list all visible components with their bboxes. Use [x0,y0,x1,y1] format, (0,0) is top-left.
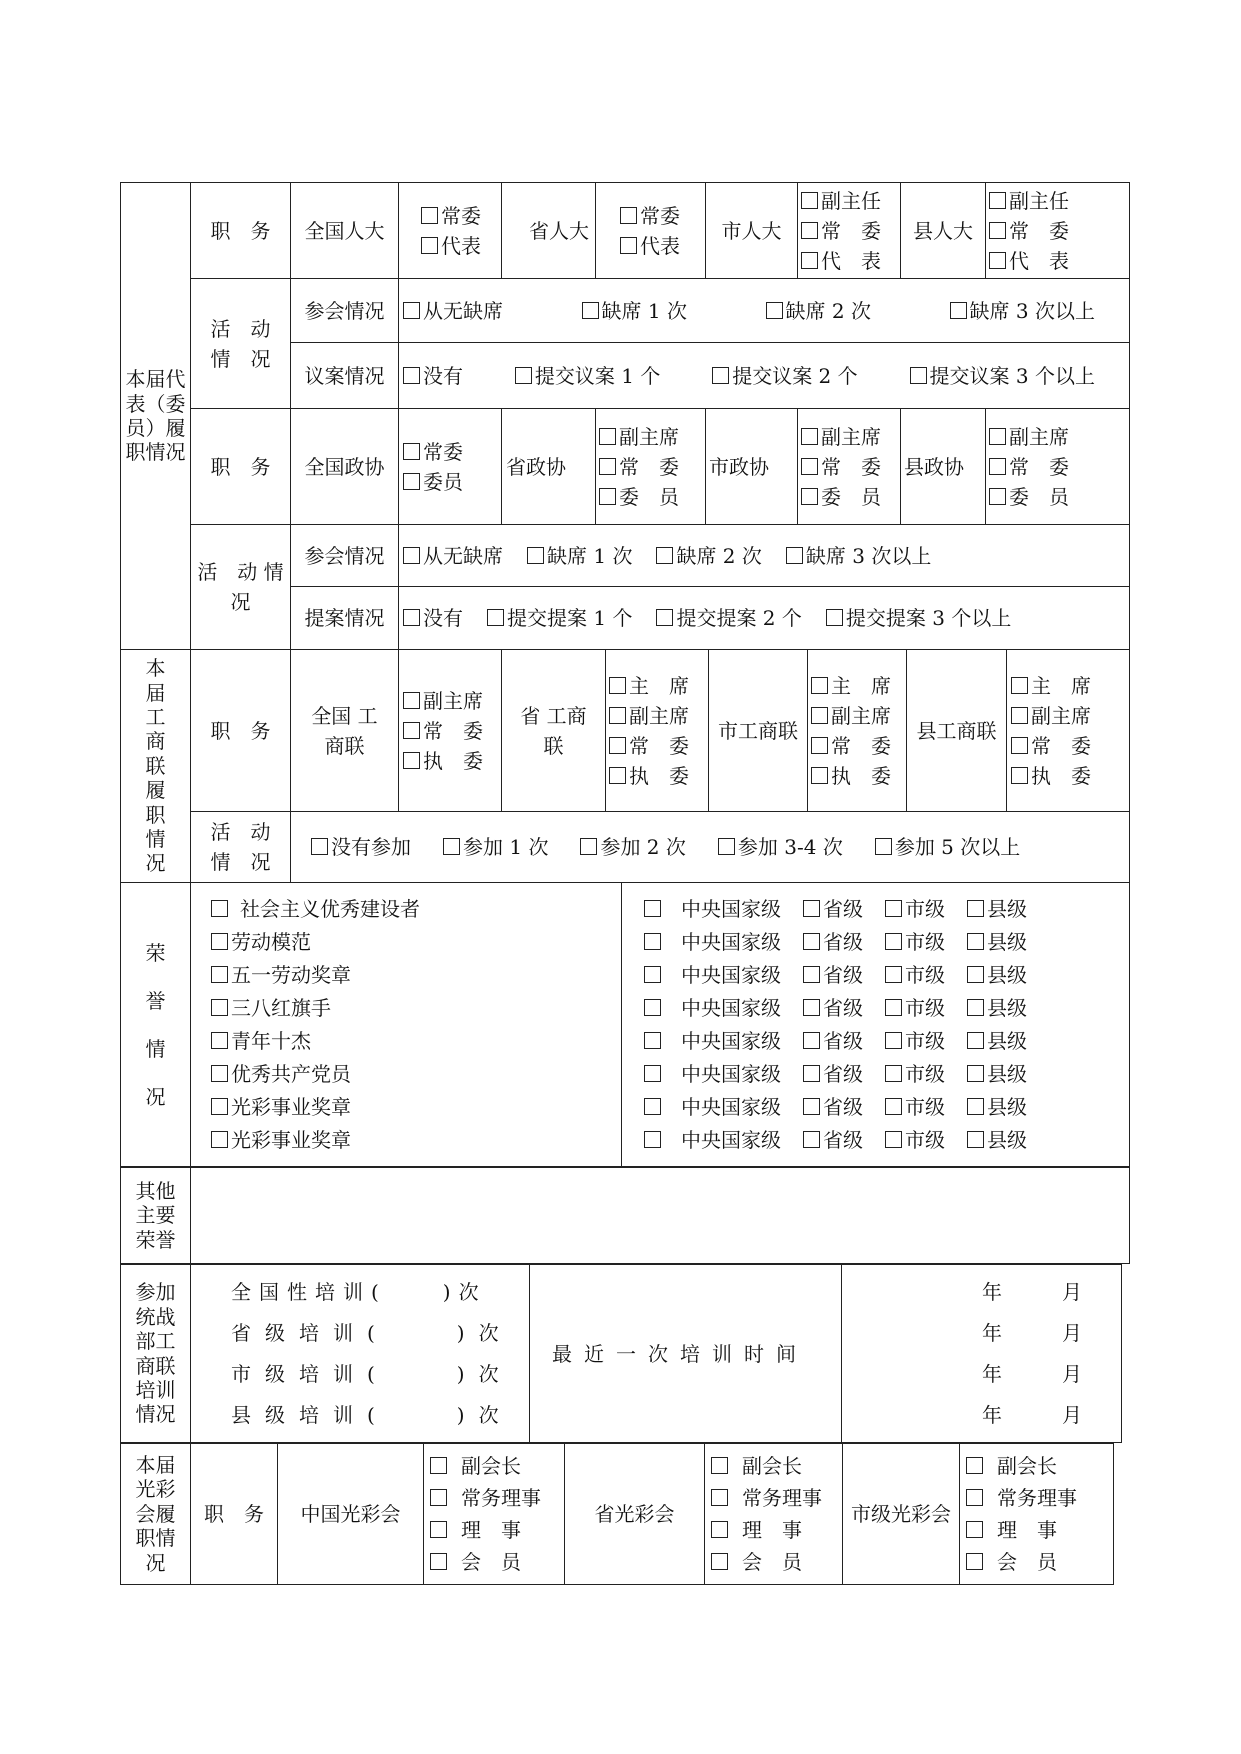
acfic-activity-1-checkbox[interactable]: 参加 1 次 [443,832,548,862]
training-date-field[interactable]: 年 月 [982,1320,1082,1345]
honor-item-guangcai-medal[interactable]: 光彩事业奖章 [211,1091,615,1124]
level-province-checkbox[interactable]: 省级 [803,1058,863,1091]
level-county-checkbox[interactable]: 县级 [967,1025,1027,1058]
cppcc-national-standing-checkbox[interactable]: 常委 [403,437,495,467]
npc-city-standing-checkbox[interactable]: 常 委 [801,216,894,246]
npc-city-vice-checkbox[interactable]: 副主任 [801,186,894,216]
rep-side-label: 本届代表（委员）履职情况 [121,183,191,650]
acfic-city-exec-checkbox[interactable]: 执 委 [811,761,900,791]
level-province-checkbox[interactable]: 省级 [803,926,863,959]
guangcai-province-executive-checkbox[interactable]: 常务理事 [711,1482,836,1514]
level-city-checkbox[interactable]: 市级 [885,1058,945,1091]
npc-province-name: 省人大 [502,183,596,279]
cppcc-county-options [986,409,1130,525]
level-county-checkbox[interactable]: 县级 [967,1091,1027,1124]
npc-city-name: 市人大 [706,183,798,279]
honors-side-label: 荣 誉 情 况 [121,883,191,1167]
training-dates [842,1265,1122,1443]
training-national-count[interactable]: 全国性培训( )次 [231,1279,487,1304]
level-county-checkbox[interactable]: 县级 [967,959,1027,992]
npc-national-standing-checkbox[interactable]: 常委 [421,201,495,231]
acfic-activity-label: 活 动 情 况 [191,812,291,883]
cppcc-province-standing-checkbox[interactable]: 常 委 [599,452,699,482]
honor-item-model-worker[interactable]: 劳动模范 [211,926,615,959]
cppcc-attendance-2-checkbox[interactable]: 缺席 2 次 [656,541,761,571]
npc-activity-label: 活 动 情 况 [191,279,291,409]
guangcai-national-name: 中国光彩会 [278,1444,424,1585]
acfic-city-standing-checkbox[interactable]: 常 委 [811,731,900,761]
npc-motion-2-checkbox[interactable]: 提交议案 2 个 [712,361,857,391]
training-side-label: 参加统战部工商联培训情况 [121,1265,191,1443]
honor-level-row [644,959,1123,992]
acfic-county-exec-checkbox[interactable]: 执 委 [1011,761,1123,791]
level-national-checkbox[interactable]: 中央国家级 [644,1091,781,1124]
acfic-activity-3-4-checkbox[interactable]: 参加 3-4 次 [718,832,843,862]
guangcai-national-director-checkbox[interactable]: 理 事 [430,1514,558,1546]
acfic-national-vice-checkbox[interactable]: 副主席 [403,686,495,716]
training-province-count[interactable]: 省级培训( )次 [231,1320,513,1345]
guangcai-city-options [960,1444,1114,1585]
guangcai-national-executive-checkbox[interactable]: 常务理事 [430,1482,558,1514]
level-county-checkbox[interactable]: 县级 [967,893,1027,926]
npc-county-name: 县人大 [901,183,986,279]
cppcc-province-member-checkbox[interactable]: 委 员 [599,482,699,512]
guangcai-province-vice-checkbox[interactable]: 副会长 [711,1450,836,1482]
acfic-province-name: 省 工商联 [502,650,606,812]
acfic-city-vice-checkbox[interactable]: 副主席 [811,701,900,731]
guangcai-national-vice-checkbox[interactable]: 副会长 [430,1450,558,1482]
training-date-field[interactable]: 年 月 [982,1402,1082,1427]
guangcai-side-label: 本届光彩会履职情况 [121,1444,191,1585]
acfic-duty-label: 职 务 [191,650,291,812]
cppcc-national-member-checkbox[interactable]: 委员 [403,467,495,497]
acfic-activity-none-checkbox[interactable]: 没有参加 [311,832,411,862]
cppcc-activity-label: 活 动 情 况 [191,525,291,650]
level-national-checkbox[interactable]: 中央国家级 [644,1058,781,1091]
cppcc-national-name: 全国政协 [291,409,399,525]
npc-province-deputy-checkbox[interactable]: 代表 [620,231,699,261]
level-national-checkbox[interactable]: 中央国家级 [644,893,781,926]
npc-national-name: 全国人大 [291,183,399,279]
guangcai-province-name: 省光彩会 [565,1444,705,1585]
npc-county-vice-checkbox[interactable]: 副主任 [989,186,1123,216]
cppcc-attendance-none-checkbox[interactable]: 从无缺席 [403,541,503,571]
cppcc-attendance-options [399,525,1130,587]
cppcc-city-vice-checkbox[interactable]: 副主席 [801,422,894,452]
guangcai-province-member-checkbox[interactable]: 会 员 [711,1546,836,1578]
acfic-province-standing-checkbox[interactable]: 常 委 [609,731,702,761]
cppcc-proposal-label: 提案情况 [291,587,399,650]
npc-province-options [596,183,706,279]
cppcc-county-vice-checkbox[interactable]: 副主席 [989,422,1123,452]
guangcai-duty-label: 职 务 [191,1444,278,1585]
other-honors-field[interactable] [191,1168,1130,1264]
guangcai-section [120,1443,1113,1585]
cppcc-city-member-checkbox[interactable]: 委 员 [801,482,894,512]
honor-level-row [644,992,1123,1025]
honor-item-builder[interactable]: 社会主义优秀建设者 [211,893,615,926]
acfic-activity-options [291,812,1130,883]
honor-level-row [644,893,1123,926]
acfic-province-options [606,650,709,812]
cppcc-city-standing-checkbox[interactable]: 常 委 [801,452,894,482]
level-city-checkbox[interactable]: 市级 [885,1091,945,1124]
cppcc-proposal-3plus-checkbox[interactable]: 提交提案 3 个以上 [826,603,1011,633]
npc-county-deputy-checkbox[interactable]: 代 表 [989,246,1123,276]
cppcc-proposal-options [399,587,1130,650]
npc-duty-label: 职 务 [191,183,291,279]
guangcai-national-member-checkbox[interactable]: 会 员 [430,1546,558,1578]
acfic-national-options [399,650,502,812]
npc-attendance-3plus-checkbox[interactable]: 缺席 3 次以上 [950,296,1095,326]
level-county-checkbox[interactable]: 县级 [967,926,1027,959]
acfic-province-vice-checkbox[interactable]: 副主席 [609,701,702,731]
level-province-checkbox[interactable]: 省级 [803,1091,863,1124]
honor-item-may-day-medal[interactable]: 五一劳动奖章 [211,959,615,992]
acfic-province-chair-checkbox[interactable]: 主 席 [609,671,702,701]
training-section [120,1264,1121,1443]
npc-county-options [986,183,1130,279]
acfic-county-standing-checkbox[interactable]: 常 委 [1011,731,1123,761]
cppcc-attendance-3plus-checkbox[interactable]: 缺席 3 次以上 [786,541,931,571]
rep-section [120,182,1129,649]
level-province-checkbox[interactable]: 省级 [803,959,863,992]
cppcc-county-member-checkbox[interactable]: 委 员 [989,482,1123,512]
honor-item-guangcai-medal-2[interactable]: 光彩事业奖章 [211,1124,615,1157]
npc-city-deputy-checkbox[interactable]: 代 表 [801,246,894,276]
level-city-checkbox[interactable]: 市级 [885,992,945,1025]
training-date-field[interactable]: 年 月 [982,1279,1082,1304]
level-national-checkbox[interactable]: 中央国家级 [644,992,781,1025]
guangcai-province-options [705,1444,843,1585]
honors-levels [622,883,1130,1167]
npc-motion-3plus-checkbox[interactable]: 提交议案 3 个以上 [910,361,1095,391]
level-county-checkbox[interactable]: 县级 [967,992,1027,1025]
level-city-checkbox[interactable]: 市级 [885,1124,945,1157]
acfic-side-label: 本届工商联履职情况 [121,650,191,883]
level-province-checkbox[interactable]: 省级 [803,1025,863,1058]
acfic-county-options [1007,650,1130,812]
training-date-field[interactable]: 年 月 [982,1361,1082,1386]
level-city-checkbox[interactable]: 市级 [885,926,945,959]
acfic-city-name: 市工商联 [709,650,808,812]
honor-item-party-member[interactable]: 优秀共产党员 [211,1058,615,1091]
training-counts [191,1265,530,1443]
guangcai-city-name: 市级光彩会 [843,1444,960,1585]
acfic-national-name: 全国 工商联 [291,650,399,812]
cppcc-attendance-label: 参会情况 [291,525,399,587]
acfic-province-exec-checkbox[interactable]: 执 委 [609,761,702,791]
guangcai-city-executive-checkbox[interactable]: 常务理事 [966,1482,1107,1514]
level-city-checkbox[interactable]: 市级 [885,1025,945,1058]
acfic-national-standing-checkbox[interactable]: 常 委 [403,716,495,746]
npc-motion-options [399,343,1130,409]
npc-attendance-none-checkbox[interactable]: 从无缺席 [403,296,503,326]
acfic-city-options [808,650,907,812]
npc-attendance-options [399,279,1130,343]
honor-item-march-8-red-banner[interactable]: 三八红旗手 [211,992,615,1025]
honors-items [191,883,622,1167]
cppcc-proposal-1-checkbox[interactable]: 提交提案 1 个 [487,603,632,633]
cppcc-county-standing-checkbox[interactable]: 常 委 [989,452,1123,482]
level-county-checkbox[interactable]: 县级 [967,1124,1027,1157]
training-county-count[interactable]: 县级培训( )次 [231,1402,513,1427]
honors-section [120,882,1129,1167]
level-province-checkbox[interactable]: 省级 [803,1124,863,1157]
npc-province-standing-checkbox[interactable]: 常委 [620,201,699,231]
level-city-checkbox[interactable]: 市级 [885,893,945,926]
guangcai-city-vice-checkbox[interactable]: 副会长 [966,1450,1107,1482]
level-national-checkbox[interactable]: 中央国家级 [644,959,781,992]
honor-level-row [644,1124,1123,1157]
npc-motion-none-checkbox[interactable]: 没有 [403,361,463,391]
acfic-national-exec-checkbox[interactable]: 执 委 [403,746,495,776]
cppcc-county-name: 县政协 [901,409,986,525]
acfic-county-name: 县工商联 [907,650,1007,812]
npc-county-standing-checkbox[interactable]: 常 委 [989,216,1123,246]
training-recent-label: 最近一次培训时间 [530,1265,842,1443]
cppcc-national-options [399,409,502,525]
cppcc-city-name: 市政协 [706,409,798,525]
acfic-section [120,649,1129,882]
cppcc-proposal-none-checkbox[interactable]: 没有 [403,603,463,633]
level-national-checkbox[interactable]: 中央国家级 [644,926,781,959]
cppcc-province-options [596,409,706,525]
acfic-activity-5plus-checkbox[interactable]: 参加 5 次以上 [875,832,1020,862]
other-honors-section [120,1167,1129,1264]
npc-attendance-label: 参会情况 [291,279,399,343]
level-province-checkbox[interactable]: 省级 [803,893,863,926]
honor-level-row [644,1025,1123,1058]
honor-item-youth-top-ten[interactable]: 青年十杰 [211,1025,615,1058]
npc-attendance-2-checkbox[interactable]: 缺席 2 次 [766,296,871,326]
level-county-checkbox[interactable]: 县级 [967,1058,1027,1091]
guangcai-national-options [424,1444,565,1585]
cppcc-province-name: 省政协 [502,409,596,525]
training-city-count[interactable]: 市级培训( )次 [231,1361,513,1386]
cppcc-province-vice-checkbox[interactable]: 副主席 [599,422,699,452]
guangcai-city-director-checkbox[interactable]: 理 事 [966,1514,1107,1546]
level-city-checkbox[interactable]: 市级 [885,959,945,992]
level-national-checkbox[interactable]: 中央国家级 [644,1124,781,1157]
level-national-checkbox[interactable]: 中央国家级 [644,1025,781,1058]
npc-national-deputy-checkbox[interactable]: 代表 [421,231,495,261]
guangcai-province-director-checkbox[interactable]: 理 事 [711,1514,836,1546]
cppcc-attendance-1-checkbox[interactable]: 缺席 1 次 [527,541,632,571]
honor-level-row [644,926,1123,959]
cppcc-proposal-2-checkbox[interactable]: 提交提案 2 个 [656,603,801,633]
acfic-county-vice-checkbox[interactable]: 副主席 [1011,701,1123,731]
npc-national-options [399,183,502,279]
honor-level-row [644,1058,1123,1091]
honor-level-row [644,1091,1123,1124]
other-honors-label: 其他主要荣誉 [121,1168,191,1264]
acfic-county-chair-checkbox[interactable]: 主 席 [1011,671,1123,701]
npc-motion-label: 议案情况 [291,343,399,409]
level-province-checkbox[interactable]: 省级 [803,992,863,1025]
npc-motion-1-checkbox[interactable]: 提交议案 1 个 [515,361,660,391]
cppcc-city-options [798,409,901,525]
guangcai-city-member-checkbox[interactable]: 会 员 [966,1546,1107,1578]
acfic-activity-2-checkbox[interactable]: 参加 2 次 [580,832,685,862]
npc-city-options [798,183,901,279]
npc-attendance-1-checkbox[interactable]: 缺席 1 次 [582,296,687,326]
acfic-city-chair-checkbox[interactable]: 主 席 [811,671,900,701]
cppcc-duty-label: 职 务 [191,409,291,525]
